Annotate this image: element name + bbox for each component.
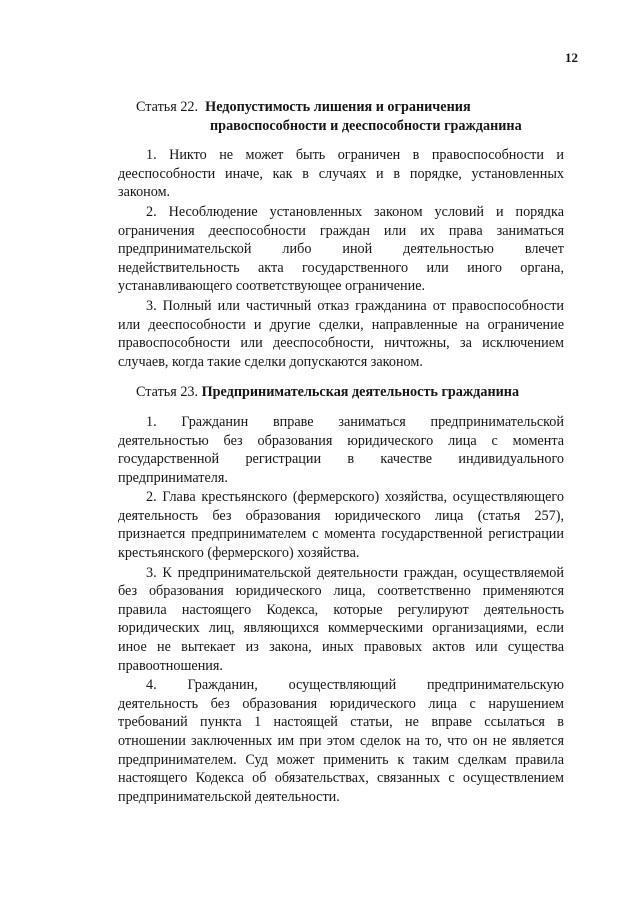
article-22-heading xyxy=(118,98,564,135)
article-23-number: Статья 23. xyxy=(136,384,199,401)
article-22-title-line-1: Недопустимость лишения и ограничения xyxy=(205,99,471,115)
article-22-paragraph-2: 2. Несоблюдение установленных законом условий и порядка ограничения дееспособности граждан или их права заниматься предпринимательской либо иной деятельностью влечет недействительность акта государственного или иного органа, устанавливающего соответствующее ограничение. xyxy=(118,203,564,295)
article-22-paragraph-3: 3. Полный или частичный отказ гражданина от правоспособности или дееспособности и другие сделки, направленные на ограничение правоспособности или дееспособности, ничтожны, за исключением случаев, когда такие сделки допускаются законом. xyxy=(118,297,564,370)
article-22-title-line-2: правоспособности и дееспособности гражданина xyxy=(210,117,522,134)
article-23-paragraph-1: 1. Гражданин вправе заниматься предпринимательской деятельностью без образования юридического лица с момента государственной регистрации в качестве индивидуального предпринимателя. xyxy=(118,413,564,486)
article-22-number: Статья 22. xyxy=(136,99,199,115)
page-number: 12 xyxy=(565,50,578,65)
article-23-heading xyxy=(118,383,564,402)
article-22-paragraph-1: 1. Никто не может быть ограничен в правоспособности и дееспособности иначе, как в случаях и в порядке, установленных законом. xyxy=(118,147,564,201)
article-23-paragraph-3: 3. К предпринимательской деятельности граждан, осуществляемой без образования юридического лица, соответственно применяются правила настоящего Кодекса, которые регулируют деятельность юридических лиц, являющихся коммерческими организациями, если иное не вытекает из закона, иных правовых актов или существа правоотношения. xyxy=(118,564,564,674)
article-23-paragraph-4: 4. Гражданин, осуществляющий предпринимательскую деятельность без образования юридического лица с нарушением требований пункта 1 настоящей статьи, не вправе ссылаться в отношении заключенных им при этом сделок на то, что он не является предпринимателем. Суд может применить к таким сделкам правила настоящего Кодекса об обязательствах, связанных с осуществлением предпринимательской деятельности. xyxy=(118,677,564,805)
article-23-title: Предпринимательская деятельность гражданина xyxy=(201,384,520,401)
document-body xyxy=(118,98,564,807)
article-23-paragraph-2: 2. Глава крестьянского (фермерского) хозяйства, осуществляющего деятельность без образования юридического лица (статья 257), признается предпринимателем с момента государственной регистрации крестьянского (фермерского) хозяйства. xyxy=(118,489,564,562)
